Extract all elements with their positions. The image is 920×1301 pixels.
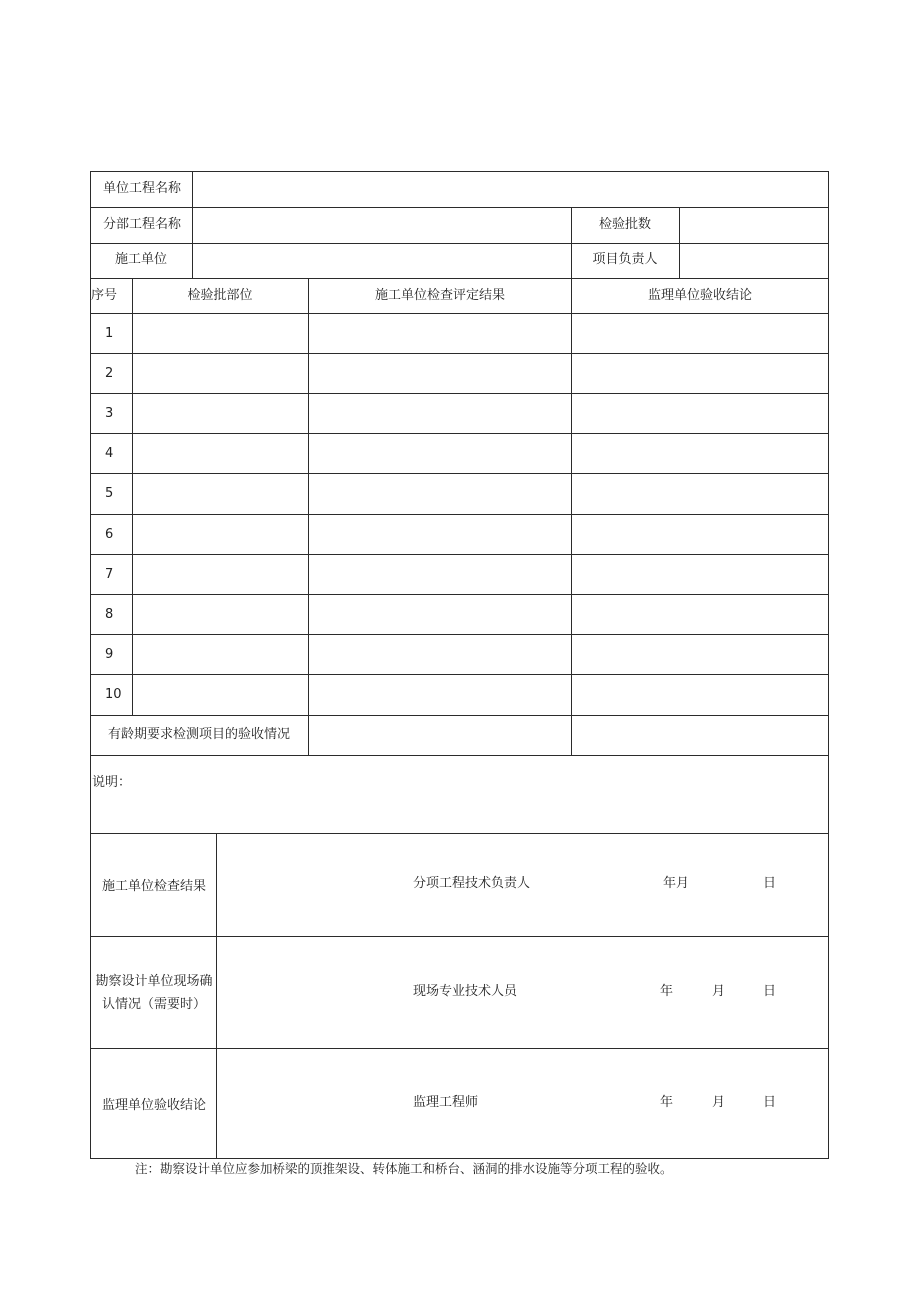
row-line xyxy=(90,833,829,834)
inspection-lot-count-label: 检验批数 xyxy=(598,217,652,232)
col-line xyxy=(571,278,572,755)
construction-role-label: 分项工程技术负责人 xyxy=(413,876,531,891)
construction-unit-field[interactable] xyxy=(193,244,571,278)
column-header-construction-result: 施工单位检查评定结果 xyxy=(374,288,506,303)
table-row-number: 10 xyxy=(105,687,122,702)
survey-date-month: 月 xyxy=(712,984,726,999)
row-line xyxy=(90,936,829,937)
division-project-name-field[interactable] xyxy=(193,208,571,243)
row-line xyxy=(90,514,829,515)
survey-confirmation-label-line1: 勘察设计单位现场确 xyxy=(95,974,213,989)
age-requirement-label: 有龄期要求检测项目的验收情况 xyxy=(107,727,291,742)
project-leader-field[interactable] xyxy=(680,244,828,278)
column-header-supervision-conclusion: 监理单位验收结论 xyxy=(647,288,753,303)
row-line xyxy=(90,634,829,635)
remarks-label: 说明： xyxy=(92,775,132,790)
row-line xyxy=(90,715,829,716)
table-row-number: 5 xyxy=(105,486,114,501)
inspection-lot-count-field[interactable] xyxy=(680,208,828,243)
col-line xyxy=(132,278,133,715)
row-line xyxy=(90,278,829,279)
table-row-number: 7 xyxy=(105,567,114,582)
remarks-field[interactable] xyxy=(91,756,828,833)
construction-date-day: 日 xyxy=(763,876,777,891)
col-line xyxy=(216,833,217,1158)
row-line xyxy=(90,473,829,474)
row-line xyxy=(90,674,829,675)
survey-date-year: 年 xyxy=(660,984,674,999)
table-row-number: 6 xyxy=(105,527,114,542)
unit-project-name-field[interactable] xyxy=(193,172,828,207)
survey-confirmation-label-line2: 认情况（需要时） xyxy=(101,997,207,1012)
row-line xyxy=(90,1048,829,1049)
border-bottom xyxy=(90,1158,829,1159)
supervision-date-month: 月 xyxy=(712,1095,726,1110)
table-row-number: 9 xyxy=(105,647,114,662)
row-line xyxy=(90,594,829,595)
supervision-role-label: 监理工程师 xyxy=(413,1095,479,1110)
table-row-number: 3 xyxy=(105,406,114,421)
supervision-conclusion-label: 监理单位验收结论 xyxy=(101,1098,207,1113)
project-leader-label: 项目负责人 xyxy=(592,252,658,267)
col-line xyxy=(571,207,572,278)
construction-date-year-month: 年月 xyxy=(663,876,690,891)
footnote: 注：勘察设计单位应参加桥梁的顶推架设、转体施工和桥台、涵洞的排水设施等分项工程的验收。 xyxy=(135,1161,673,1176)
row-line xyxy=(90,433,829,434)
column-header-lot-location: 检验批部位 xyxy=(187,288,253,303)
border-right xyxy=(828,171,829,1159)
supervision-date-day: 日 xyxy=(763,1095,777,1110)
row-line xyxy=(90,313,829,314)
table-row-number: 2 xyxy=(105,366,114,381)
col-line xyxy=(308,278,309,755)
table-row-number: 1 xyxy=(105,326,114,341)
border-left xyxy=(90,171,91,1159)
survey-role-label: 现场专业技术人员 xyxy=(413,984,518,999)
construction-check-result-label: 施工单位检查结果 xyxy=(101,879,207,894)
supervision-date-year: 年 xyxy=(660,1095,674,1110)
row-line xyxy=(90,393,829,394)
table-row-number: 4 xyxy=(105,446,114,461)
table-row-number: 8 xyxy=(105,607,114,622)
column-header-no: 序号 xyxy=(90,288,118,303)
row-line xyxy=(90,353,829,354)
division-project-name-label: 分部工程名称 xyxy=(103,217,182,232)
row-line xyxy=(90,554,829,555)
unit-project-name-label: 单位工程名称 xyxy=(103,181,182,196)
survey-date-day: 日 xyxy=(763,984,777,999)
construction-unit-label: 施工单位 xyxy=(114,252,168,267)
